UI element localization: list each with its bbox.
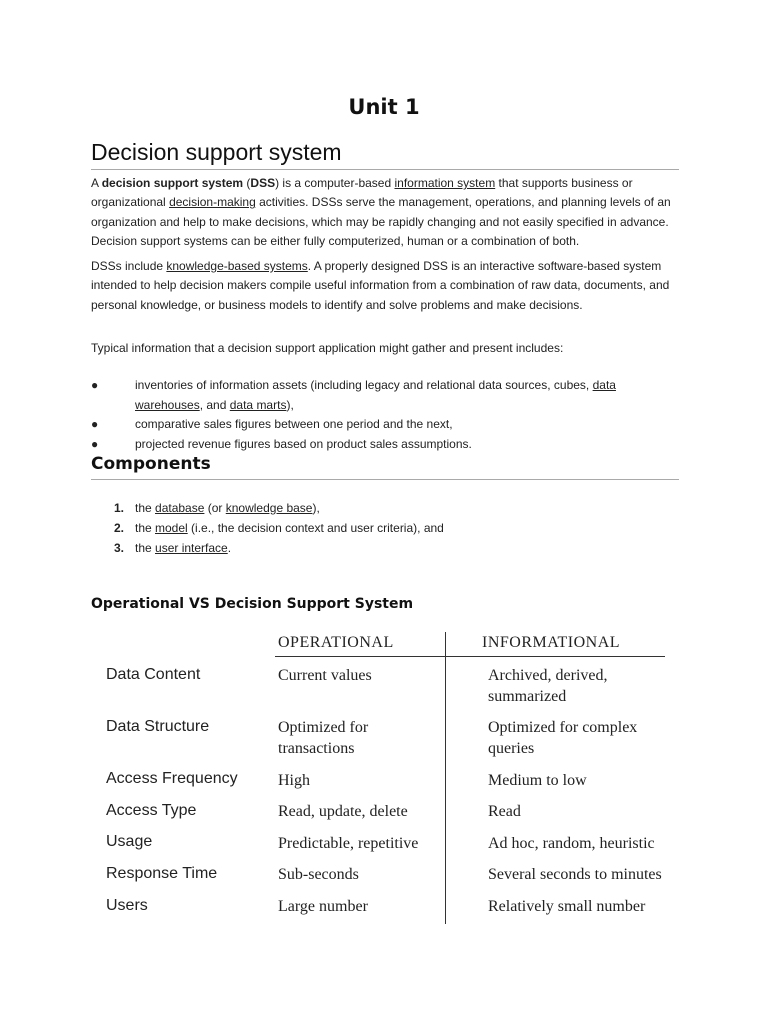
cell-operational: Sub-seconds — [278, 866, 359, 883]
cell-operational: Read, update, delete — [278, 803, 408, 820]
dss-term: decision support system — [101, 176, 244, 190]
row-label: Users — [106, 897, 148, 914]
link-database[interactable]: database — [155, 501, 205, 515]
link-data-marts[interactable]: data marts — [229, 397, 287, 412]
comparison-title: Operational VS Decision Support System — [91, 596, 414, 612]
list-number: 1. — [114, 501, 125, 515]
list-item: ● inventories of information assets (including legacy and relational data sources, cubes, data warehouses, and data marts), — [91, 378, 616, 412]
cell-informational: Read — [488, 803, 521, 820]
list-item: 1. the database (or knowledge base), — [91, 498, 651, 518]
column-header-informational: INFORMATIONAL — [482, 634, 621, 651]
list-item: ● projected revenue figures based on product sales assumptions. — [91, 435, 681, 455]
link-decision-making[interactable]: decision-making — [169, 195, 256, 210]
row-label: Response Time — [106, 865, 218, 882]
link-model[interactable]: model — [155, 521, 188, 536]
cell-operational: Large number — [278, 898, 368, 915]
row-label: Usage — [106, 833, 153, 850]
bullet-icon: ● — [91, 378, 99, 392]
info-bullet-list — [91, 376, 681, 454]
list-number: 2. — [114, 521, 125, 536]
bullet-icon: ● — [91, 417, 99, 432]
cell-informational: Relatively small number — [488, 898, 646, 915]
cell-informational: Ad hoc, random, heuristic — [488, 835, 655, 852]
list-number: 3. — [114, 541, 125, 556]
cell-informational: Medium to low — [488, 772, 587, 789]
cell-operational: transactions — [278, 740, 355, 757]
components-heading: Components — [91, 453, 679, 480]
link-knowledge-based-systems[interactable]: knowledge-based systems — [166, 259, 308, 273]
list-item: ● comparative sales figures between one period and the next, — [91, 415, 681, 435]
page-heading: Decision support system — [91, 138, 679, 170]
link-data-warehouses[interactable]: data warehouses — [135, 378, 616, 412]
cell-operational: Optimized for — [278, 719, 369, 736]
link-information-system[interactable]: information system — [394, 176, 496, 190]
dss-abbr: DSS — [250, 176, 276, 190]
link-knowledge-base[interactable]: knowledge base — [225, 501, 313, 515]
cell-informational: queries — [488, 740, 535, 757]
components-list — [91, 498, 651, 559]
row-label: Data Content — [106, 666, 201, 683]
row-label: Data Structure — [106, 718, 210, 735]
header-divider — [275, 656, 665, 657]
cell-operational: Current values — [278, 667, 372, 684]
intro-paragraph: A decision support system (DSS) is a computer-based information system that supports business or organizational decision-making activities. DSSs serve the management, operations, and planning levels of an organization and help to make decisions, which may be rapidly changing and not easily specified in advance. Decision support systems can be either fully computerized, human or a combination of both. — [91, 176, 671, 249]
cell-informational: Archived, derived, — [488, 667, 608, 684]
column-divider — [445, 632, 446, 924]
cell-operational: Predictable, repetitive — [278, 835, 419, 852]
unit-title: Unit 1 — [348, 95, 420, 119]
cell-informational: Optimized for complex — [488, 719, 638, 736]
bullet-icon: ● — [91, 436, 99, 451]
link-user-interface[interactable]: user interface — [155, 541, 228, 556]
list-item: 3. the user interface. — [91, 538, 651, 558]
typical-info-paragraph: Typical information that a decision support application might gather and present includes: — [91, 341, 564, 355]
cell-operational: High — [278, 772, 310, 789]
cell-informational: Several seconds to minutes — [488, 866, 662, 883]
list-item: 2. the model (i.e., the decision context and user criteria), and — [91, 518, 651, 538]
column-header-operational: OPERATIONAL — [278, 634, 394, 651]
row-label: Access Frequency — [106, 770, 238, 787]
cell-informational: summarized — [488, 688, 567, 705]
row-label: Access Type — [106, 802, 197, 819]
comparison-table — [100, 630, 680, 930]
dss-paragraph: DSSs include knowledge-based systems. A properly designed DSS is an interactive software-based system intended to help decision makers compile useful information from a combination of raw data, documents, and personal knowledge, or business models to identify and solve problems and make decisions. — [91, 259, 670, 312]
